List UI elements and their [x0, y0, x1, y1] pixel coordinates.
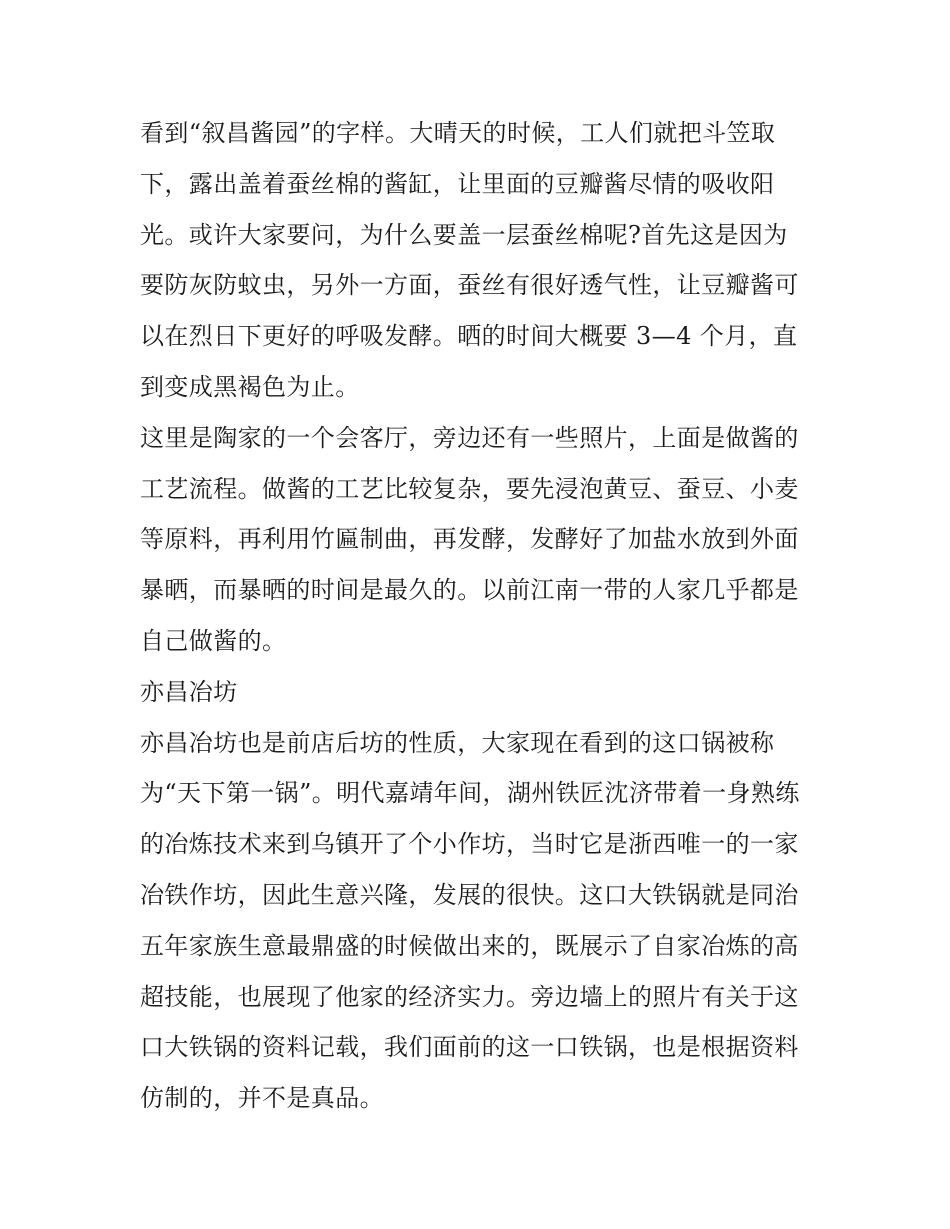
paragraph-reception-hall: 这里是陶家的一个会客厅，旁边还有一些照片，上面是做酱的 工艺流程。做酱的工艺比较复杂，要先浸泡黄豆、蚕豆、小麦 等原料，再利用竹匾制曲，再发酵，发酵好了加盐水放到外面 暴晒，而暴晒的时间是最久的。以前江南一带的人家几乎都是 自己做酱的。	[140, 423, 799, 655]
paragraph-yichang-foundry: 亦昌冶坊也是前店后坊的性质，大家现在看到的这口锅被称 为“天下第一锅”。明代嘉靖年间，湖州铁匠沈济带着一身熟练 的冶炼技术来到乌镇开了个小作坊，当时它是浙西唯一的一家 冶铁作坊，因此生意兴隆，发展的很快。这口大铁锅就是同治 五年家族生意最鼎盛的时候做出来的，既展示了自家冶炼的高 超技能，也展现了他家的经济实力。旁边墙上的照片有关于这 口大铁锅的资料记载，我们面前的这一口铁锅，也是根据资料 仿制的，并不是真品。	[140, 728, 800, 1113]
document-body	[140, 108, 812, 1124]
paragraph-soy-sauce-drying: 看到“叙昌酱园”的字样。大晴天的时候，工人们就把斗笠取 下，露出盖着蚕丝棉的酱缸，让里面的豆瓣酱尽情的吸收阳 光。或许大家要问，为什么要盖一层蚕丝棉呢?首先这是因为 要防灰防蚊虫，另外一方面，蚕丝有很好透气性，让豆瓣酱可 以在烈日下更好的呼吸发酵。晒的时间大概要 3—4 个月，直 到变成黑褐色为止。	[140, 119, 799, 401]
section-heading-yichang-foundry: 亦昌冶坊	[140, 677, 238, 706]
